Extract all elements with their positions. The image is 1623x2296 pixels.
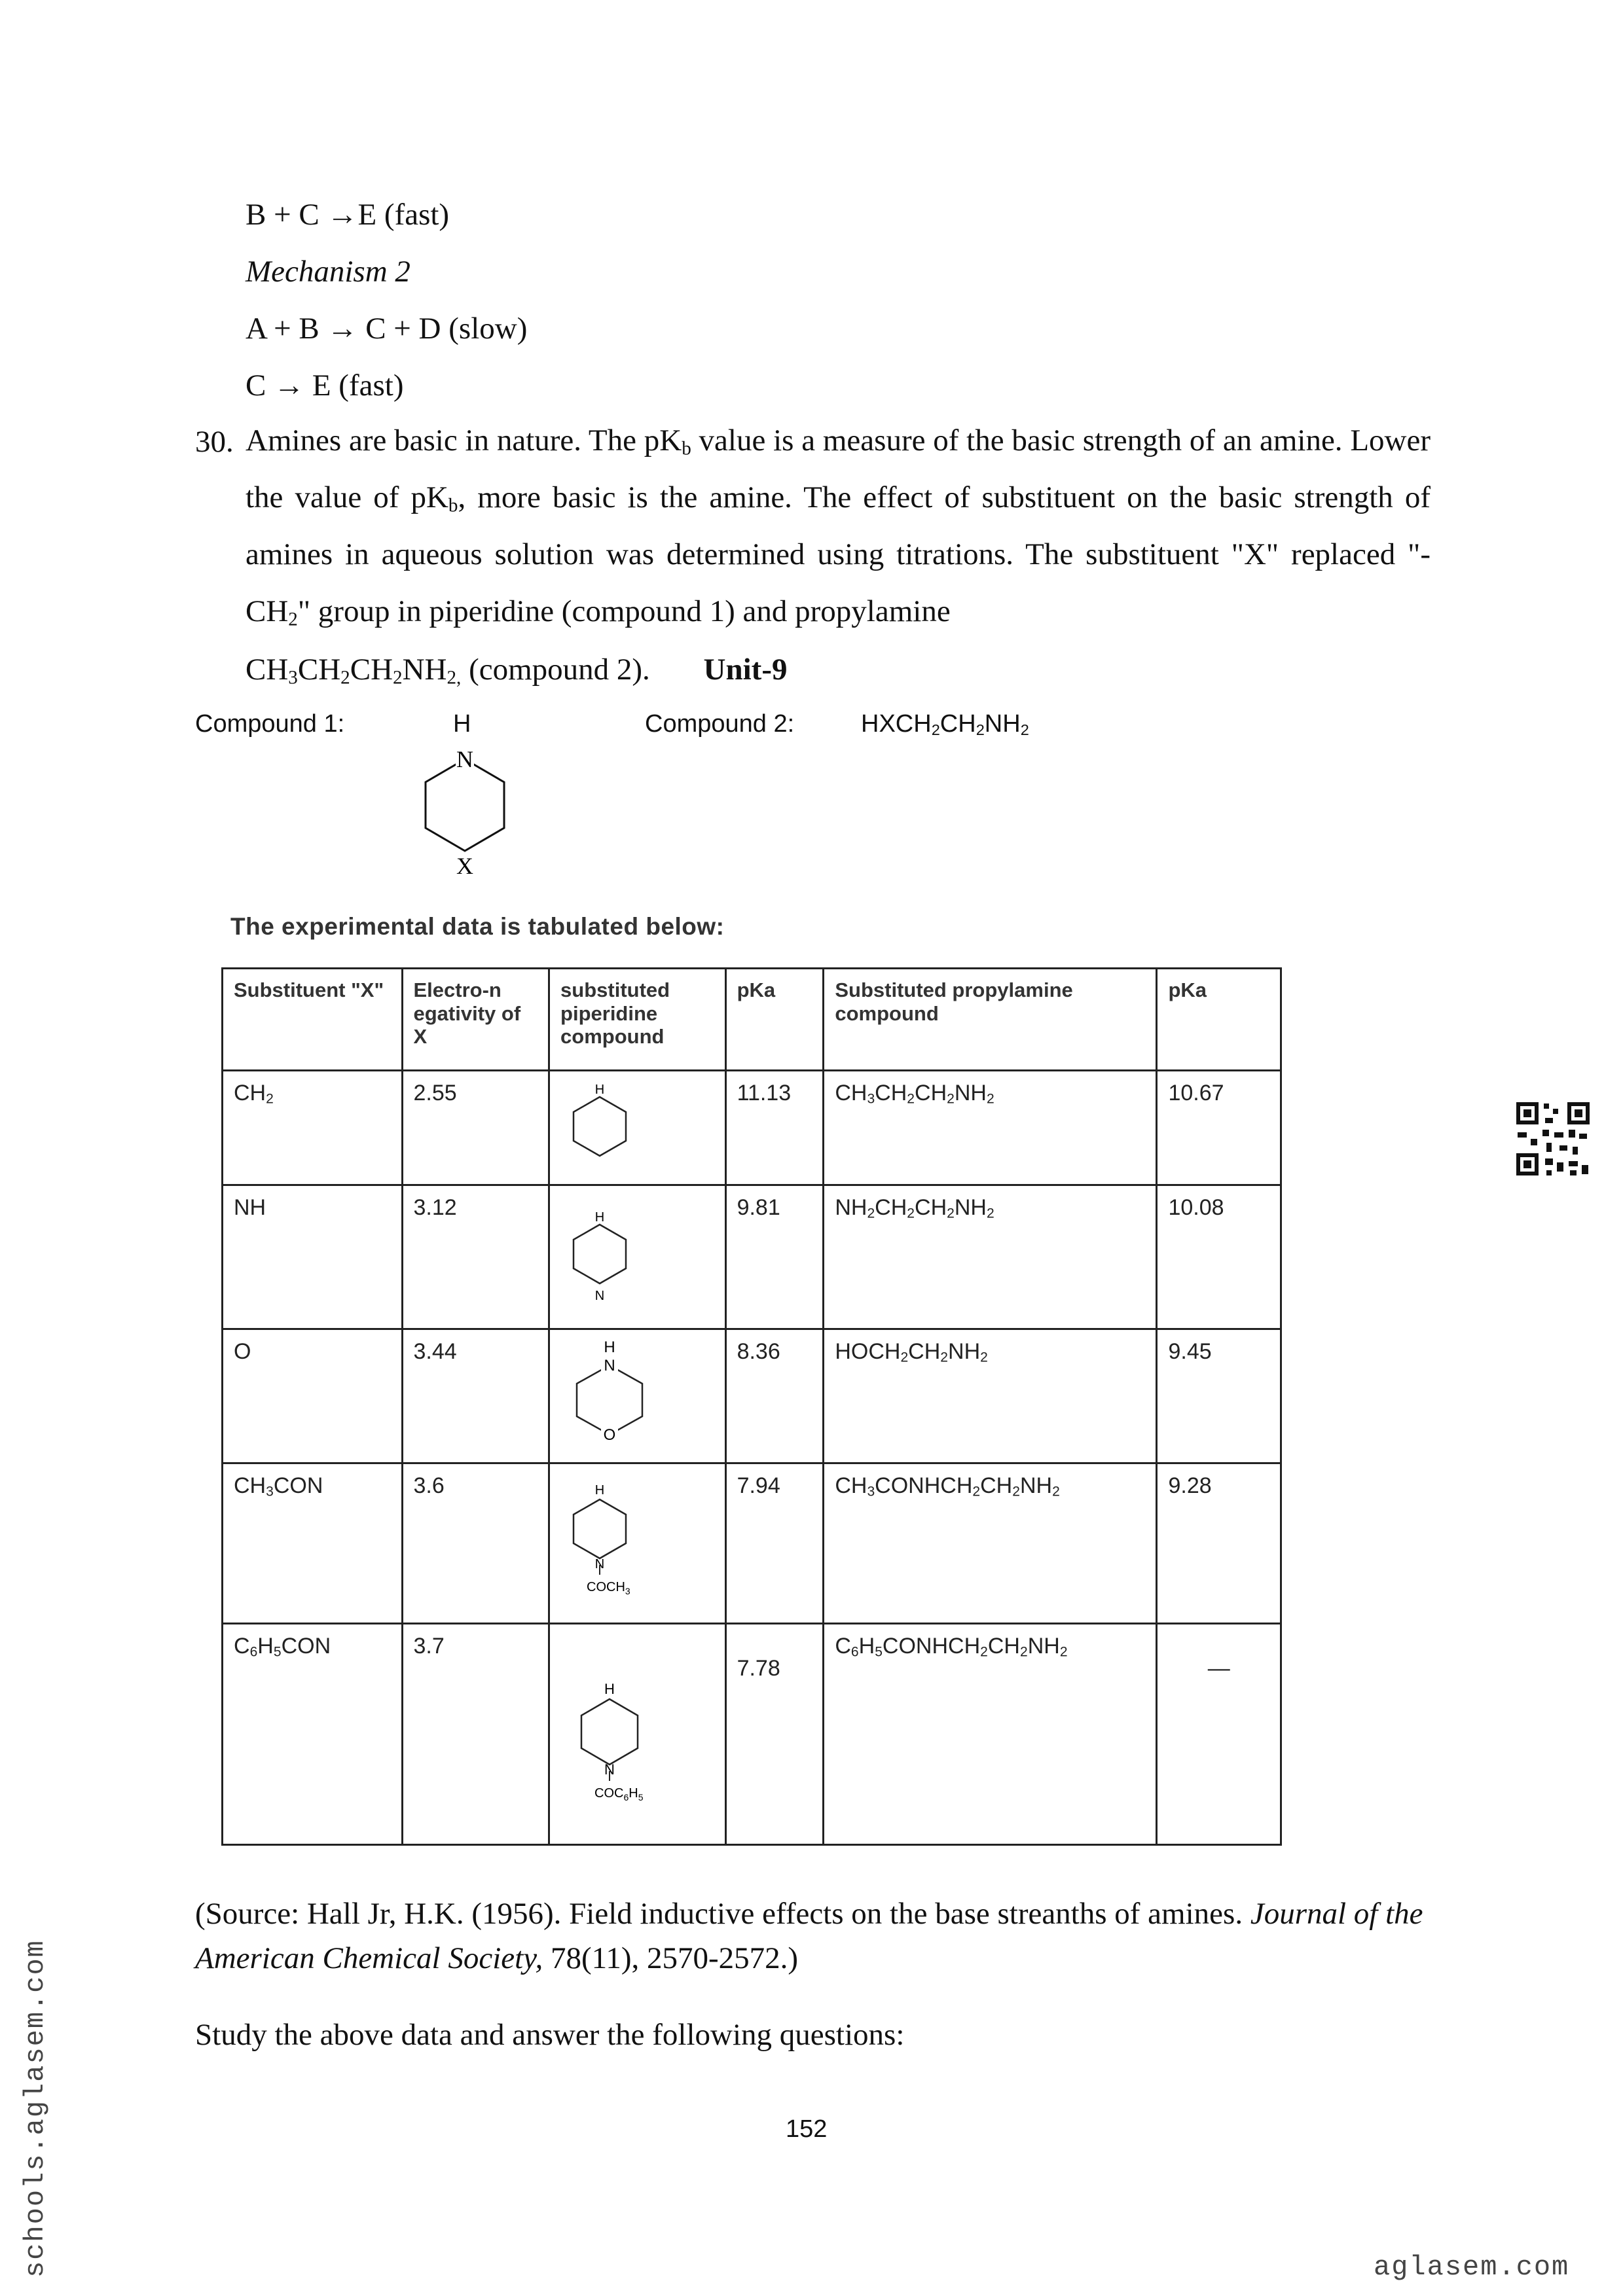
benzoylpiperazine-ring (560, 1634, 672, 1804)
cell-electronegativity: 2.55 (402, 1071, 549, 1185)
cell-pka-2: 9.45 (1157, 1329, 1281, 1463)
corner-watermark: aglasem.com (1374, 2251, 1570, 2283)
piperazine-ring (560, 1195, 639, 1306)
cell-substituent: $CH_3CON$ (223, 1463, 403, 1624)
unit-tag: Unit-9 (703, 653, 788, 687)
svg-text:O: O (603, 1426, 616, 1444)
cell-substituent: $CH_2$ (223, 1071, 403, 1185)
cell-pka-2: 9.28 (1157, 1463, 1281, 1624)
qr-code-icon (1514, 1100, 1592, 1178)
table-row (223, 1185, 1281, 1329)
piperidine-n-label: N (456, 746, 473, 772)
piperidine-structure (412, 740, 517, 884)
cell-pka-1: 9.81 (725, 1185, 824, 1329)
cell-electronegativity: 3.44 (402, 1329, 549, 1463)
page-number: 152 (786, 2115, 828, 2143)
header-electronegativity: Electro-n egativity of X (402, 969, 549, 1071)
header-pka-2: pKa (1157, 969, 1281, 1071)
svg-text:N: N (594, 1289, 605, 1303)
question-number: 30. (195, 425, 234, 459)
header-propylamine: Substituted propylamine compound (824, 969, 1157, 1071)
table-header-row (223, 969, 1281, 1071)
cell-pka-1: 7.94 (725, 1463, 824, 1624)
study-prompt: Study the above data and answer the following questions: (195, 2018, 905, 2052)
morpholine-ring (560, 1339, 659, 1450)
mechanism-2-step-2: C → E (fast) (246, 368, 404, 403)
cell-structure (549, 1463, 726, 1624)
header-piperidine: substituted piperidine compound (549, 969, 726, 1071)
cell-structure (549, 1329, 726, 1463)
cell-propylamine: $CH_3CH_2CH_2NH_2$ (824, 1071, 1157, 1185)
table-row (223, 1463, 1281, 1624)
cell-substituent: O (223, 1329, 403, 1463)
compound-2-formula: $HXCH_2CH_2NH_2$ (861, 710, 1029, 739)
source-citation: (Source: Hall Jr, H.K. (1956). Field inductive effects on the base streanths of amines. Journal of the American Chemical Society, 78(11), 2570-2572.) (195, 1897, 1423, 1975)
compound-1-h: H (453, 710, 471, 738)
mechanism-2-step-1: A + B → C + D (slow) (246, 312, 528, 346)
cell-structure (549, 1071, 726, 1185)
compound-1-label: Compound 1: (195, 710, 345, 738)
compound-2-label: Compound 2: (645, 710, 795, 738)
cell-pka-2: — (1157, 1624, 1281, 1845)
table-row (223, 1329, 1281, 1463)
cell-propylamine: $NH_2CH_2CH_2NH_2$ (824, 1185, 1157, 1329)
cell-pka-2: 10.08 (1157, 1185, 1281, 1329)
propylamine-formula: $CH_3CH_2CH_2NH_{2,}$ (246, 653, 462, 689)
svg-text:H: H (594, 1483, 605, 1498)
cell-pka-1: 11.13 (725, 1071, 824, 1185)
svg-text:H: H (604, 1681, 615, 1697)
svg-text:N: N (604, 1761, 615, 1778)
cell-structure (549, 1624, 726, 1845)
svg-text:H: H (594, 1210, 605, 1225)
cell-propylamine: $C_6H_5CONHCH_2CH_2NH_2$ (824, 1624, 1157, 1845)
cell-electronegativity: 3.7 (402, 1624, 549, 1845)
cell-substituent: NH (223, 1185, 403, 1329)
question-formula-line: $CH_3CH_2CH_2NH_{2,}$ (compound 2). Unit-9 (246, 653, 788, 689)
side-watermark: schools.aglasem.com (20, 1939, 51, 2278)
mechanism-1-step-2: B + C →E (fast) (246, 198, 450, 232)
table-row (223, 1071, 1281, 1185)
table-caption: The experimental data is tabulated below: (230, 913, 725, 940)
table-row (223, 1624, 1281, 1845)
header-pka-1: pKa (725, 969, 824, 1071)
cell-pka-1: 7.78 (725, 1624, 824, 1845)
cell-propylamine: $CH_3CONHCH_2CH_2NH_2$ (824, 1463, 1157, 1624)
cell-pka-1: 8.36 (725, 1329, 824, 1463)
svg-text:N: N (594, 1557, 605, 1571)
cell-electronegativity: 3.12 (402, 1185, 549, 1329)
svg-text:H: H (604, 1339, 615, 1356)
cell-structure (549, 1185, 726, 1329)
svg-text:H: H (594, 1083, 605, 1097)
header-substituent: Substituent "X" (223, 969, 403, 1071)
piperidine-ring (560, 1081, 639, 1166)
cell-pka-2: 10.67 (1157, 1071, 1281, 1185)
cell-substituent: $C_6H_5CON$ (223, 1624, 403, 1845)
benzoyl-group-label: $COC_6H_5$ (594, 1786, 644, 1803)
experimental-data-table (221, 967, 1282, 1846)
piperidine-x-label: X (456, 853, 473, 879)
svg-text:N: N (604, 1357, 615, 1374)
acetylpiperazine-ring (560, 1473, 659, 1598)
acetyl-group-label: $COCH_3$ (587, 1580, 630, 1596)
mechanism-2-title: Mechanism 2 (246, 255, 410, 289)
cell-electronegativity: 3.6 (402, 1463, 549, 1624)
question-paragraph: Amines are basic in nature. The $pK_b$ value is a measure of the basic strength of an amine. Lower the value of $pK_b$, more basic is the amine. The effect of substituent on the basic strength of amines in aqueous solution was determined using titrations. The substituent "X" replaced "$-CH_2$" group in piperidine (compound 1) and propylamine (246, 423, 1431, 630)
cell-propylamine: $HOCH_2CH_2NH_2$ (824, 1329, 1157, 1463)
